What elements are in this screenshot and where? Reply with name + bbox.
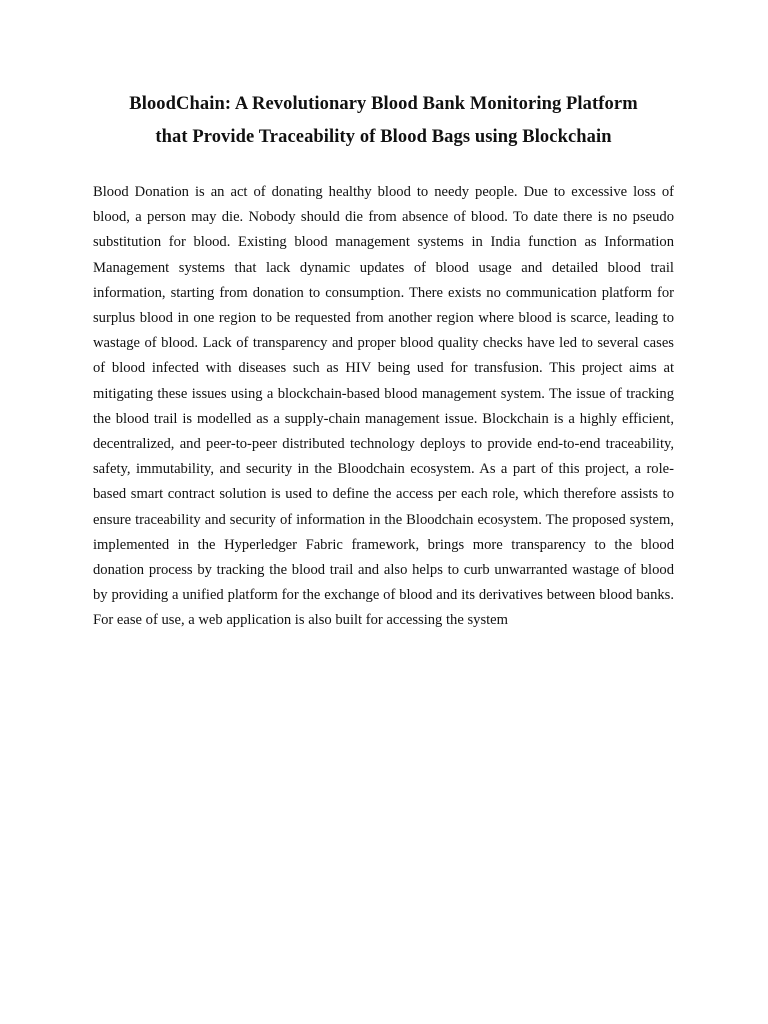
document-title (93, 88, 674, 154)
abstract-paragraph: Blood Donation is an act of donating healthy blood to needy people. Due to excessive loss of blood, a person may die. Nobody should die from absence of blood. To date there is no pseudo substitution for blood. Existing blood management systems in India function as Information Management systems that lack dynamic updates of blood usage and detailed blood trail information, starting from donation to consumption. There exists no communication platform for surplus blood in one region to be requested from another region where blood is scarce, leading to wastage of blood. Lack of transparency and proper blood quality checks have led to several cases of blood infected with diseases such as HIV being used for transfusion. This project aims at mitigating these issues using a blockchain-based blood management system. The issue of tracking the blood trail is modelled as a supply-chain management issue. Blockchain is a highly efficient, decentralized, and peer-to-peer distributed technology deploys to provide end-to-end traceability, safety, immutability, and security in the Bloodchain ecosystem. As a part of this project, a role-based smart contract solution is used to define the access per each role, which therefore assists to ensure traceability and security of information in the Bloodchain ecosystem. The proposed system, implemented in the Hyperledger Fabric framework, brings more transparency to the blood donation process by tracking the blood trail and also helps to curb unwarranted wastage of blood by providing a unified platform for the exchange of blood and its derivatives between blood banks. For ease of use, a web application is also built for accessing the system (93, 184, 674, 629)
title-line-2: that Provide Traceability of Blood Bags using Blockchain (155, 127, 612, 147)
title-line-1: BloodChain: A Revolutionary Blood Bank Monitoring Platform (129, 94, 638, 114)
